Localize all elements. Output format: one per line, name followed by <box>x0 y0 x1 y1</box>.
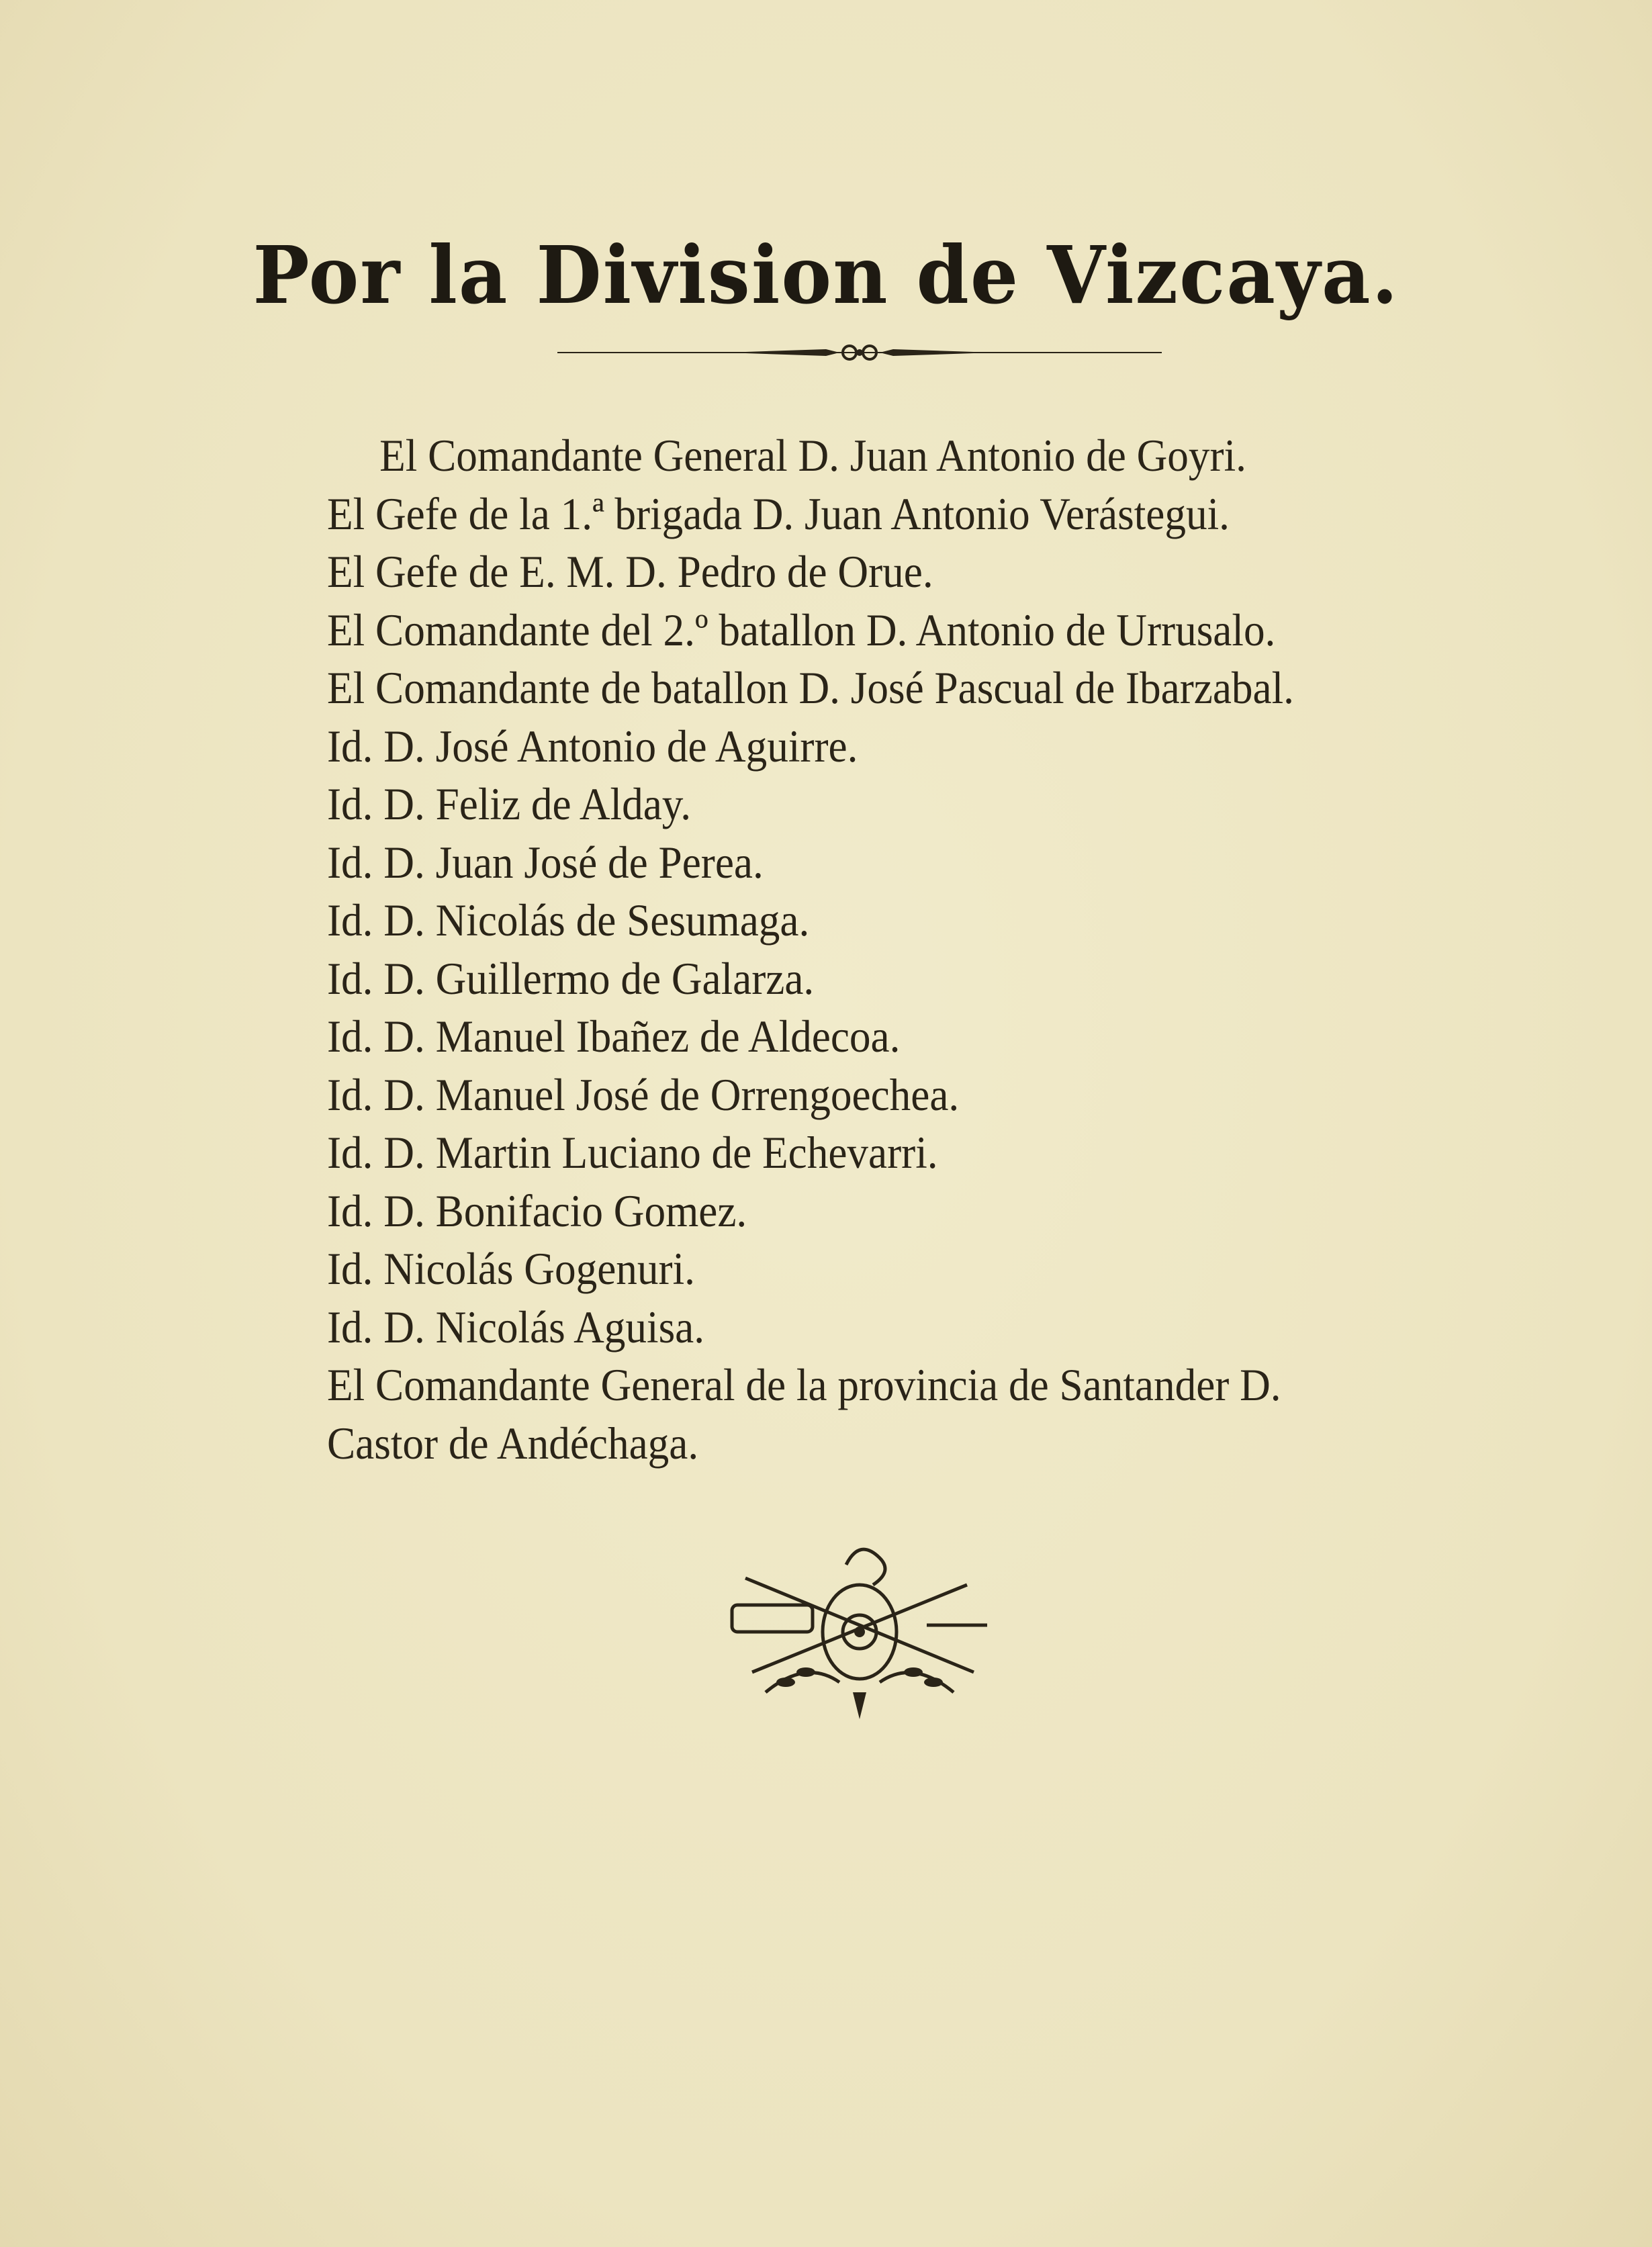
list-item: Id. D. Manuel José de Orrengoechea. <box>327 1068 960 1120</box>
list-item: El Comandante General D. Juan Antonio de Goyri. <box>379 430 1246 481</box>
list-item: Id. D. Juan José de Perea. <box>327 836 764 888</box>
list-item: Id. D. Manuel Ibañez de Aldecoa. <box>327 1011 901 1062</box>
list-item: El Comandante de batallon D. José Pascual de Ibarzabal. <box>327 662 1294 713</box>
list-item: Castor de Andéchaga. <box>327 1417 699 1469</box>
page-title: Por la Division de Vizcaya. <box>253 229 1399 322</box>
ornamental-rule-icon <box>557 339 1162 366</box>
list-item: El Comandante del 2.º batallon D. Antonio de Urrusalo. <box>327 604 1276 655</box>
list-item: El Gefe de la 1.ª brigada D. Juan Antonio Verástegui. <box>327 488 1230 539</box>
list-item: Id. Nicolás Gogenuri. <box>327 1243 695 1294</box>
list-item: Id. D. Nicolás Aguisa. <box>327 1301 705 1352</box>
list-item: Id. D. Martin Luciano de Echevarri. <box>327 1127 938 1178</box>
list-item: Id. D. Bonifacio Gomez. <box>327 1185 747 1236</box>
officer-list <box>327 426 1469 1472</box>
list-item: El Gefe de E. M. D. Pedro de Orue. <box>327 546 933 597</box>
list-item: El Comandante General de la provincia de Santander D. <box>327 1359 1281 1410</box>
military-trophy-vignette-icon <box>725 1538 994 1726</box>
list-item: Id. D. Nicolás de Sesumaga. <box>327 895 810 946</box>
list-item: Id. D. José Antonio de Aguirre. <box>327 720 858 772</box>
list-item: Id. D. Feliz de Alday. <box>327 778 692 829</box>
list-item: Id. D. Guillermo de Galarza. <box>327 952 815 1004</box>
